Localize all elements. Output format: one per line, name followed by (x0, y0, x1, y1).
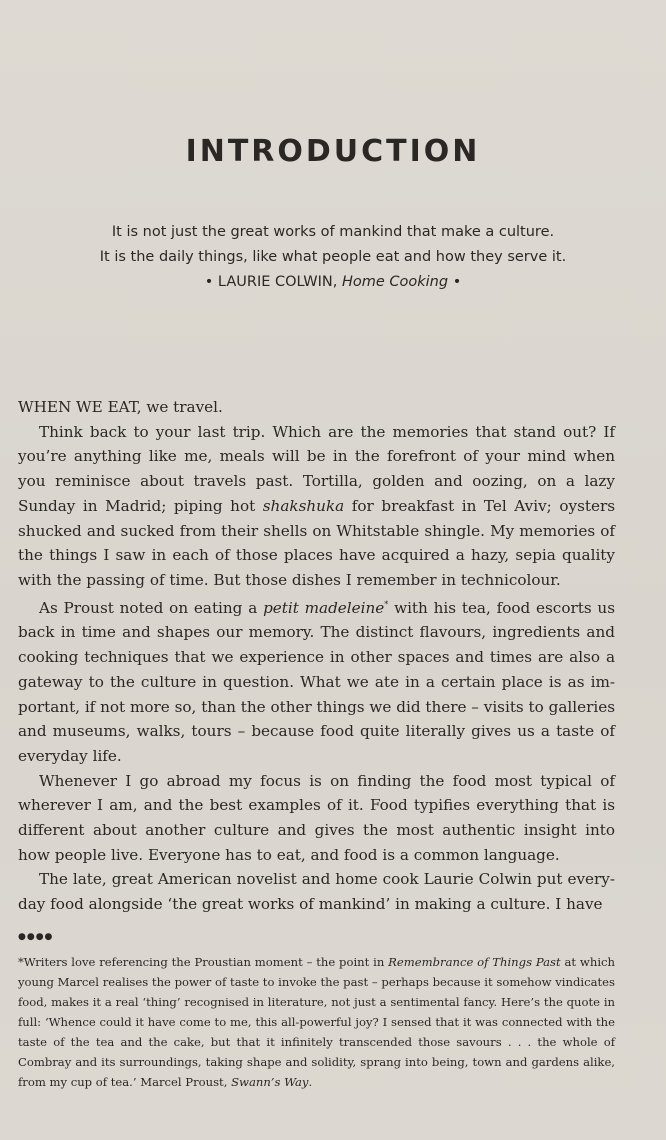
bullet-right: • (452, 274, 462, 290)
body-text (18, 395, 615, 917)
footnote-marker: * (384, 599, 389, 609)
paragraph-1-rest: , we travel. (136, 398, 223, 416)
paragraph-2-text-b: for breakfast in Tel Aviv; oysters shucked and sucked from their shells on Whitstable shingle. My memories of the things I saw in each of those places have acquired a hazy, sepia quality with the passing of time. But those dishes I remember in technicolour. (18, 496, 616, 589)
paragraph-4: Whenever I go abroad my focus is on finding the food most typical of wherever I am, and the best examples of it. Food typifies everything that is different about another culture and gives the most authentic insight into how people live. Everyone has to eat, and food is a common language. (18, 771, 615, 864)
epigraph-attribution (0, 270, 666, 295)
footnote-ornament: ●●●● (18, 932, 54, 942)
footnote-text-b: at which young Marcel realises the power of taste to invoke the past – perhaps because it somehow vindicates food, makes it a real ‘thing’ recognised in literature, not just a sentimental fancy. Here’s the quote in full: ‘Whence could it have come to me, this all-powerful joy? I sensed that it was connected with the taste of the tea and the cake, but that it infinitely transcended those savours . . . the whole of Combray and its surroundings, taking shape and solidity, sprang into being, town and gardens alike, from my cup of tea.’ Marcel Proust, (18, 955, 615, 1089)
paragraph-3 (18, 593, 615, 769)
paragraph-2-italic: shakshuka (262, 496, 345, 515)
epigraph-work: Home Cooking (341, 274, 449, 290)
epigraph-line-1: It is not just the great works of mankind that make a culture. (111, 224, 555, 240)
footnote-text-c: . (308, 1075, 313, 1089)
chapter-title: INTRODUCTION (185, 134, 481, 169)
paragraph-2 (18, 420, 615, 593)
paragraph-1 (18, 395, 615, 420)
footnote-italic-2: Swann’s Way (231, 1075, 309, 1089)
paragraph-3-text-b: with his tea, food escorts us back in time and shapes our memory. The distinct flavours, ingredients and cooking techniques that we experience in other spaces and times are also a gateway to the culture in question. What we ate in a certain place is as important, if not more so, than the other things we did there – visits to galleries and museums, walks, tours – because food quite literally gives us a taste of everyday life. (18, 598, 615, 765)
footnote-text-a: *Writers love referencing the Proustian moment – the point in (18, 955, 389, 969)
paragraph-3-italic: petit madeleine (263, 598, 385, 617)
paragraph-2-text-a: Think back to your last trip. Which are the memories that stand out? If you’re anything like me, meals will be in the forefront of your mind when you reminisce about travels past. Tortilla, golden and oozing, on a lazy Sunday in Madrid; piping hot (18, 422, 615, 515)
paragraph-3-text-a: As Proust noted on eating a (39, 598, 264, 617)
footnote-italic-1: Remembrance of Things Past (388, 955, 561, 969)
paragraph-5: The late, great American novelist and home cook Laurie Colwin put everyday food alongside ‘the great works of mankind’ in making a culture. I have (18, 870, 615, 914)
epigraph (0, 220, 666, 295)
paragraph-1-lead: WHEN WE EAT (18, 398, 137, 416)
epigraph-line-2: It is the daily things, like what people eat and how they serve it. (99, 249, 567, 265)
epigraph-author: LAURIE COLWIN, (217, 274, 338, 290)
footnote (18, 952, 615, 1092)
bullet-left: • (204, 274, 214, 290)
